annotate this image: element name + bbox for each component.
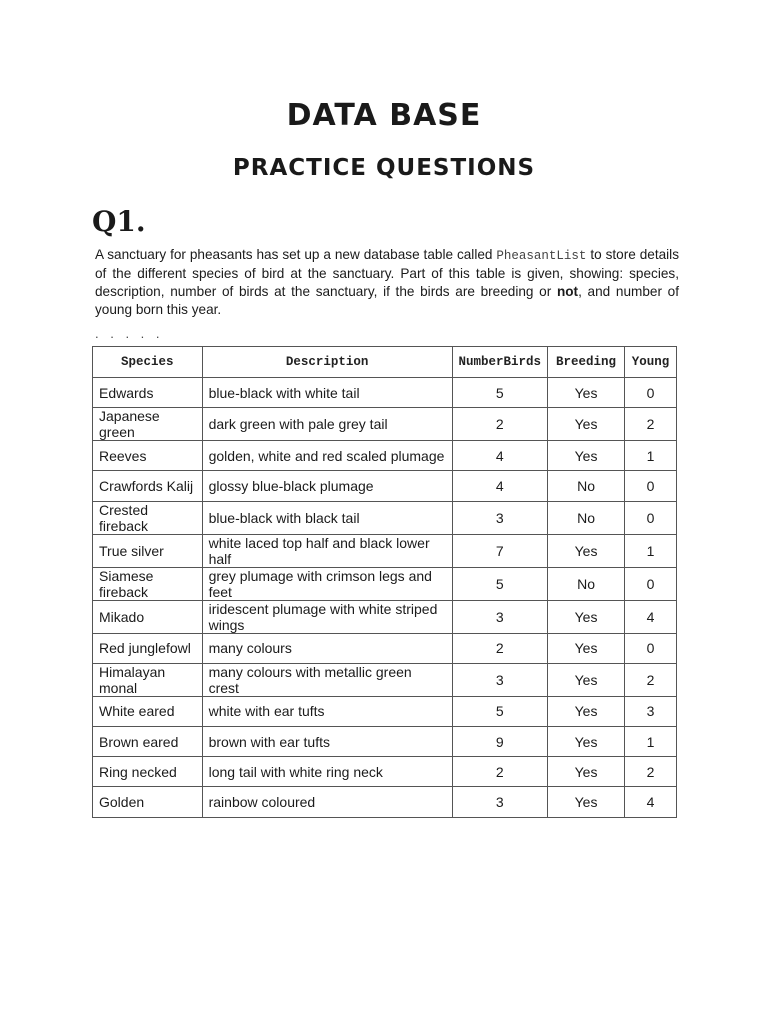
young-cell: 0 [625, 378, 677, 408]
number-birds-cell: 3 [452, 787, 548, 817]
number-birds-cell: 9 [452, 726, 548, 756]
description-cell: brown with ear tufts [202, 726, 452, 756]
young-cell: 2 [625, 757, 677, 787]
description-cell: long tail with white ring neck [202, 757, 452, 787]
number-birds-cell: 2 [452, 408, 548, 441]
description-cell: grey plumage with crimson legs and feet [202, 567, 452, 600]
breeding-cell: Yes [548, 663, 625, 696]
header-species: Species [93, 347, 203, 378]
description-cell: white laced top half and black lower half [202, 534, 452, 567]
table-row [93, 757, 677, 787]
description-cell: many colours with metallic green crest [202, 663, 452, 696]
young-cell: 1 [625, 441, 677, 471]
breeding-cell: Yes [548, 726, 625, 756]
page-subtitle: PRACTICE QUESTIONS [232, 155, 536, 181]
number-birds-cell: 4 [452, 441, 548, 471]
number-birds-cell: 2 [452, 757, 548, 787]
breeding-cell: No [548, 501, 625, 534]
species-cell: Edwards [93, 378, 203, 408]
young-cell: 0 [625, 471, 677, 501]
species-cell: Mikado [93, 600, 203, 633]
description-cell: many colours [202, 633, 452, 663]
species-cell: Himalayan monal [93, 663, 203, 696]
table-row [93, 408, 677, 441]
species-cell: Ring necked [93, 757, 203, 787]
number-birds-cell: 5 [452, 696, 548, 726]
description-cell: golden, white and red scaled plumage [202, 441, 452, 471]
species-cell: Siamese fireback [93, 567, 203, 600]
young-cell: 1 [625, 534, 677, 567]
breeding-cell: Yes [548, 787, 625, 817]
table-body [93, 378, 677, 818]
description-cell: blue-black with black tail [202, 501, 452, 534]
number-birds-cell: 4 [452, 471, 548, 501]
number-birds-cell: 3 [452, 600, 548, 633]
table-row [93, 600, 677, 633]
young-cell: 4 [625, 787, 677, 817]
table-row [93, 696, 677, 726]
question-intro [95, 246, 679, 319]
young-cell: 2 [625, 408, 677, 441]
breeding-cell: Yes [548, 378, 625, 408]
table-row [93, 441, 677, 471]
species-cell: Golden [93, 787, 203, 817]
table-row [93, 663, 677, 696]
young-cell: 4 [625, 600, 677, 633]
description-cell: dark green with pale grey tail [202, 408, 452, 441]
intro-text-3: , and number of young born this year. [95, 284, 679, 317]
intro-emphasis: not [556, 284, 579, 299]
breeding-cell: Yes [548, 633, 625, 663]
question-number: Q1. [92, 205, 146, 238]
table-row [93, 633, 677, 663]
number-birds-cell: 3 [452, 663, 548, 696]
number-birds-cell: 7 [452, 534, 548, 567]
table-row [93, 471, 677, 501]
header-breeding: Breeding [548, 347, 625, 378]
description-cell: iridescent plumage with white striped wings [202, 600, 452, 633]
species-cell: Brown eared [93, 726, 203, 756]
table-header-row [93, 347, 677, 378]
table-row [93, 726, 677, 756]
breeding-cell: No [548, 471, 625, 501]
young-cell: 0 [625, 633, 677, 663]
page-title: DATA BASE [286, 98, 482, 133]
species-cell: Crested fireback [93, 501, 203, 534]
table-row [93, 378, 677, 408]
breeding-cell: Yes [548, 696, 625, 726]
header-young: Young [625, 347, 677, 378]
number-birds-cell: 5 [452, 378, 548, 408]
description-cell: rainbow coloured [202, 787, 452, 817]
young-cell: 1 [625, 726, 677, 756]
breeding-cell: Yes [548, 600, 625, 633]
young-cell: 0 [625, 501, 677, 534]
description-cell: white with ear tufts [202, 696, 452, 726]
table-name: PheasantList [496, 249, 587, 263]
number-birds-cell: 5 [452, 567, 548, 600]
young-cell: 3 [625, 696, 677, 726]
header-description: Description [202, 347, 452, 378]
table-row [93, 501, 677, 534]
species-cell: Red junglefowl [93, 633, 203, 663]
breeding-cell: Yes [548, 408, 625, 441]
description-cell: glossy blue-black plumage [202, 471, 452, 501]
table-row [93, 534, 677, 567]
young-cell: 2 [625, 663, 677, 696]
species-cell: White eared [93, 696, 203, 726]
description-cell: blue-black with white tail [202, 378, 452, 408]
breeding-cell: No [548, 567, 625, 600]
table-row [93, 567, 677, 600]
breeding-cell: Yes [548, 441, 625, 471]
species-cell: True silver [93, 534, 203, 567]
pheasant-table [92, 346, 677, 818]
species-cell: Crawfords Kalij [93, 471, 203, 501]
breeding-cell: Yes [548, 757, 625, 787]
breeding-cell: Yes [548, 534, 625, 567]
intro-text-2: to store details of the different species of bird at the sanctuary. Part of this table is given, showing: species, description, number of birds at the sanctuary, if the birds are breeding or [95, 247, 679, 299]
species-cell: Reeves [93, 441, 203, 471]
clipped-text-line: . . . . . [95, 326, 164, 341]
header-number-birds: NumberBirds [452, 347, 548, 378]
number-birds-cell: 3 [452, 501, 548, 534]
number-birds-cell: 2 [452, 633, 548, 663]
intro-text-1: A sanctuary for pheasants has set up a new database table called [95, 247, 497, 262]
species-cell: Japanese green [93, 408, 203, 441]
table-row [93, 787, 677, 817]
young-cell: 0 [625, 567, 677, 600]
